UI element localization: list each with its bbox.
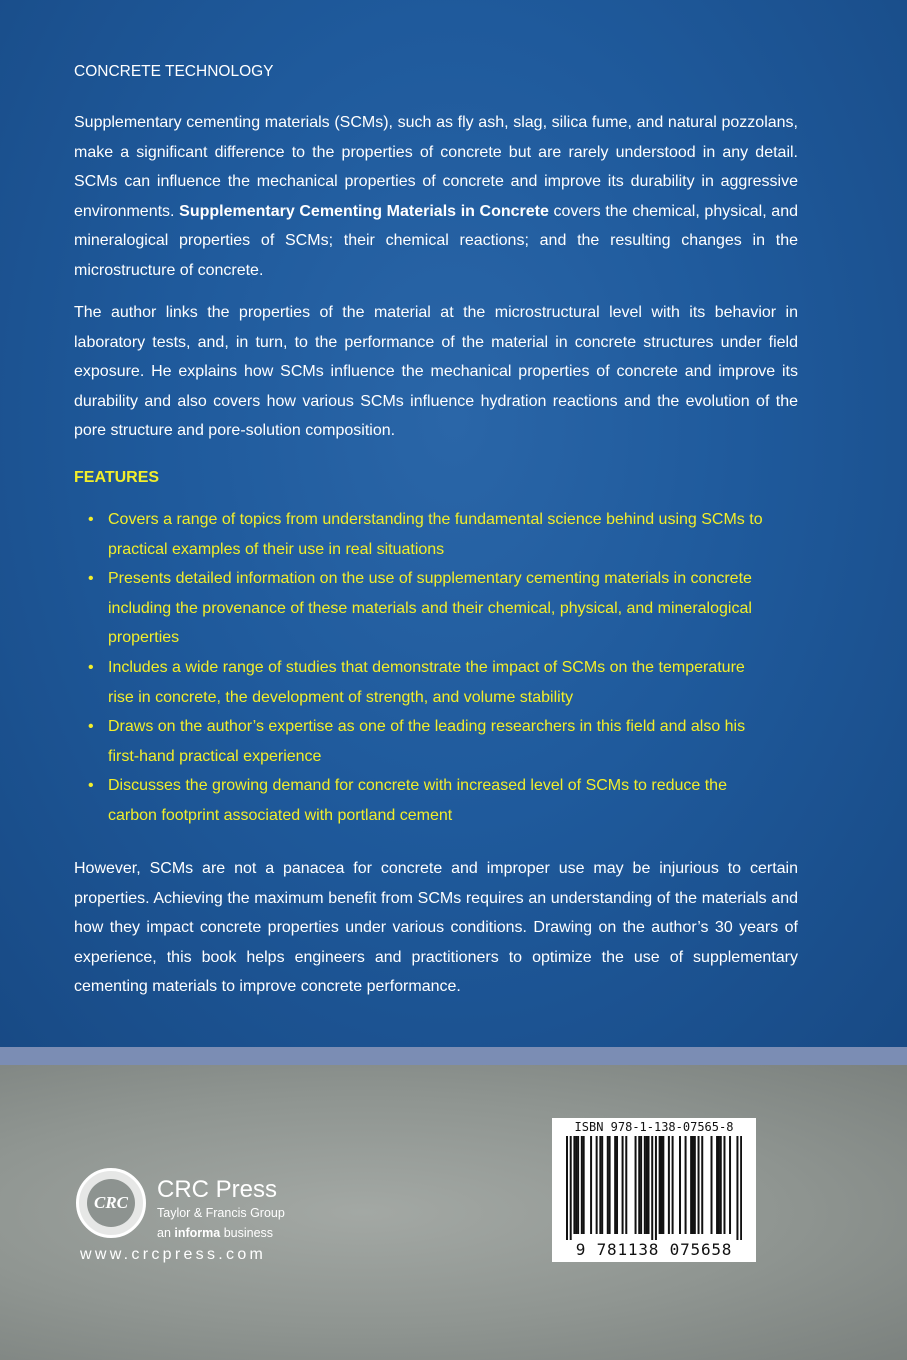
barcode-bar — [668, 1136, 670, 1234]
barcode-bar — [640, 1136, 642, 1234]
barcode-bar — [679, 1136, 681, 1234]
features-heading: FEATURES — [74, 469, 160, 486]
barcode-bar — [662, 1136, 664, 1234]
barcode-bar — [648, 1136, 650, 1234]
barcode-bar — [607, 1136, 609, 1234]
closing-paragraph: However, SCMs are not a panacea for concrete and improper use may be injurious to certain properties. Achieving the maximum benefit from SCMs requires an understanding of the materials and how they impact concrete properties under various conditions. Drawing on the author’s 30 years of experience, this book helps engineers and practitioners to optimize the use of supplementary cementing materials to improve concrete performance. — [74, 860, 798, 996]
bullet-icon: • — [88, 777, 94, 795]
barcode-bar — [638, 1136, 640, 1234]
barcode-bar — [694, 1136, 696, 1234]
barcode-bar — [635, 1136, 637, 1234]
publisher-website: www.crcpress.com — [80, 1246, 267, 1263]
publisher-name: CRC Press — [157, 1176, 278, 1203]
informa-suffix: business — [220, 1226, 274, 1240]
barcode-bar — [720, 1136, 722, 1234]
publisher-informa — [157, 1226, 273, 1240]
barcode-bar — [570, 1136, 572, 1240]
barcode-bar — [601, 1136, 603, 1234]
barcode-bar — [659, 1136, 661, 1234]
isbn-digits: 9 781138 075658 — [575, 1240, 733, 1259]
barcode-bar — [599, 1136, 601, 1234]
barcode-bar — [698, 1136, 700, 1234]
features-list — [74, 505, 774, 831]
barcode-bar — [711, 1136, 713, 1234]
feature-text: Discusses the growing demand for concrete with increased level of SCMs to reduce the carbon footprint associated with portland cement — [108, 777, 727, 824]
barcode-bar — [646, 1136, 648, 1234]
intro-text-start: Supplementary cementing materials (SCMs), such as fly ash, slag, silica fume, and natural pozzolans, make a significant difference to the properties of concrete but are rarely understood in any detail. SCMs can influence the mechanical properties of concrete and improve its durability in aggressive environments. — [74, 114, 798, 220]
barcode-bar — [685, 1136, 687, 1234]
divider-stripe — [0, 1047, 907, 1065]
feature-item — [74, 712, 774, 771]
barcode-bar — [609, 1136, 611, 1234]
barcode-bar — [672, 1136, 674, 1234]
barcode-bar — [736, 1136, 738, 1240]
series-label: CONCRETE TECHNOLOGY — [74, 63, 274, 80]
feature-text: Covers a range of topics from understanding the fundamental science behind using SCMs to practical examples of their use in real situations — [108, 511, 763, 558]
feature-text: Includes a wide range of studies that demonstrate the impact of SCMs on the temperature rise in concrete, the development of strength, and volume stability — [108, 658, 745, 706]
description-paragraph: The author links the properties of the material at the microstructural level with its behavior in laboratory tests, and, in turn, to the performance of the material in concrete structures under field exposure. He explains how SCMs influence the mechanical properties of concrete and improve its durability and also covers how various SCMs influence hydration reactions and the evolution of the pore structure and pore-solution composition. — [74, 304, 798, 440]
bullet-icon: • — [88, 570, 94, 588]
barcode-bar — [590, 1136, 592, 1234]
barcode-bar — [566, 1136, 568, 1240]
barcode-bar — [718, 1136, 720, 1234]
barcode-bar — [644, 1136, 646, 1234]
bullet-icon: • — [88, 511, 94, 528]
barcode-bar — [692, 1136, 694, 1234]
barcode-bar — [573, 1136, 575, 1234]
barcode-bar — [723, 1136, 725, 1234]
barcode-bar — [651, 1136, 653, 1240]
publisher-group: Taylor & Francis Group — [157, 1206, 285, 1220]
barcode-bar — [596, 1136, 598, 1234]
barcode-bar — [716, 1136, 718, 1234]
bullet-icon: • — [88, 658, 94, 676]
barcode-bar — [690, 1136, 692, 1234]
barcode-bar — [581, 1136, 583, 1234]
feature-text: Presents detailed information on the use of supplementary cementing materials in concrete including the provenance of these materials and their chemical, physical, and mineralogical properties — [108, 570, 752, 647]
feature-item — [74, 505, 774, 564]
crc-logo-icon — [76, 1168, 146, 1238]
informa-prefix: an — [157, 1226, 175, 1240]
intro-paragraph — [74, 108, 798, 286]
bullet-icon: • — [88, 718, 94, 736]
book-title: Supplementary Cementing Materials in Concrete — [179, 202, 549, 220]
isbn-barcode — [552, 1118, 756, 1262]
barcode-bar — [625, 1136, 627, 1234]
barcode-bar — [655, 1136, 657, 1240]
feature-item — [74, 564, 774, 653]
barcode-bar — [575, 1136, 577, 1234]
informa-brand: informa — [174, 1226, 221, 1240]
barcode-bar — [583, 1136, 585, 1234]
barcode-bar — [577, 1136, 579, 1234]
feature-item — [74, 771, 774, 830]
barcode-bar — [729, 1136, 731, 1234]
barcode-bar — [660, 1136, 662, 1234]
isbn-label: ISBN 978-1-138-07565-8 — [574, 1120, 734, 1134]
barcode-bars — [566, 1136, 742, 1240]
crc-logo-text: CRC — [87, 1179, 135, 1227]
barcode-bar — [616, 1136, 618, 1234]
barcode-bar — [622, 1136, 624, 1234]
barcode-bar — [614, 1136, 616, 1234]
feature-text: Draws on the author’s expertise as one of the leading researchers in this field and also his first-hand practical experience — [108, 718, 746, 765]
barcode-bar — [701, 1136, 703, 1234]
barcode-bar — [740, 1136, 742, 1240]
intro-text-end: covers the chemical, physical, and mineralogical properties of SCMs; their chemical reactions; and the resulting changes in the microstructure of concrete. — [74, 202, 798, 279]
feature-item — [74, 653, 774, 712]
